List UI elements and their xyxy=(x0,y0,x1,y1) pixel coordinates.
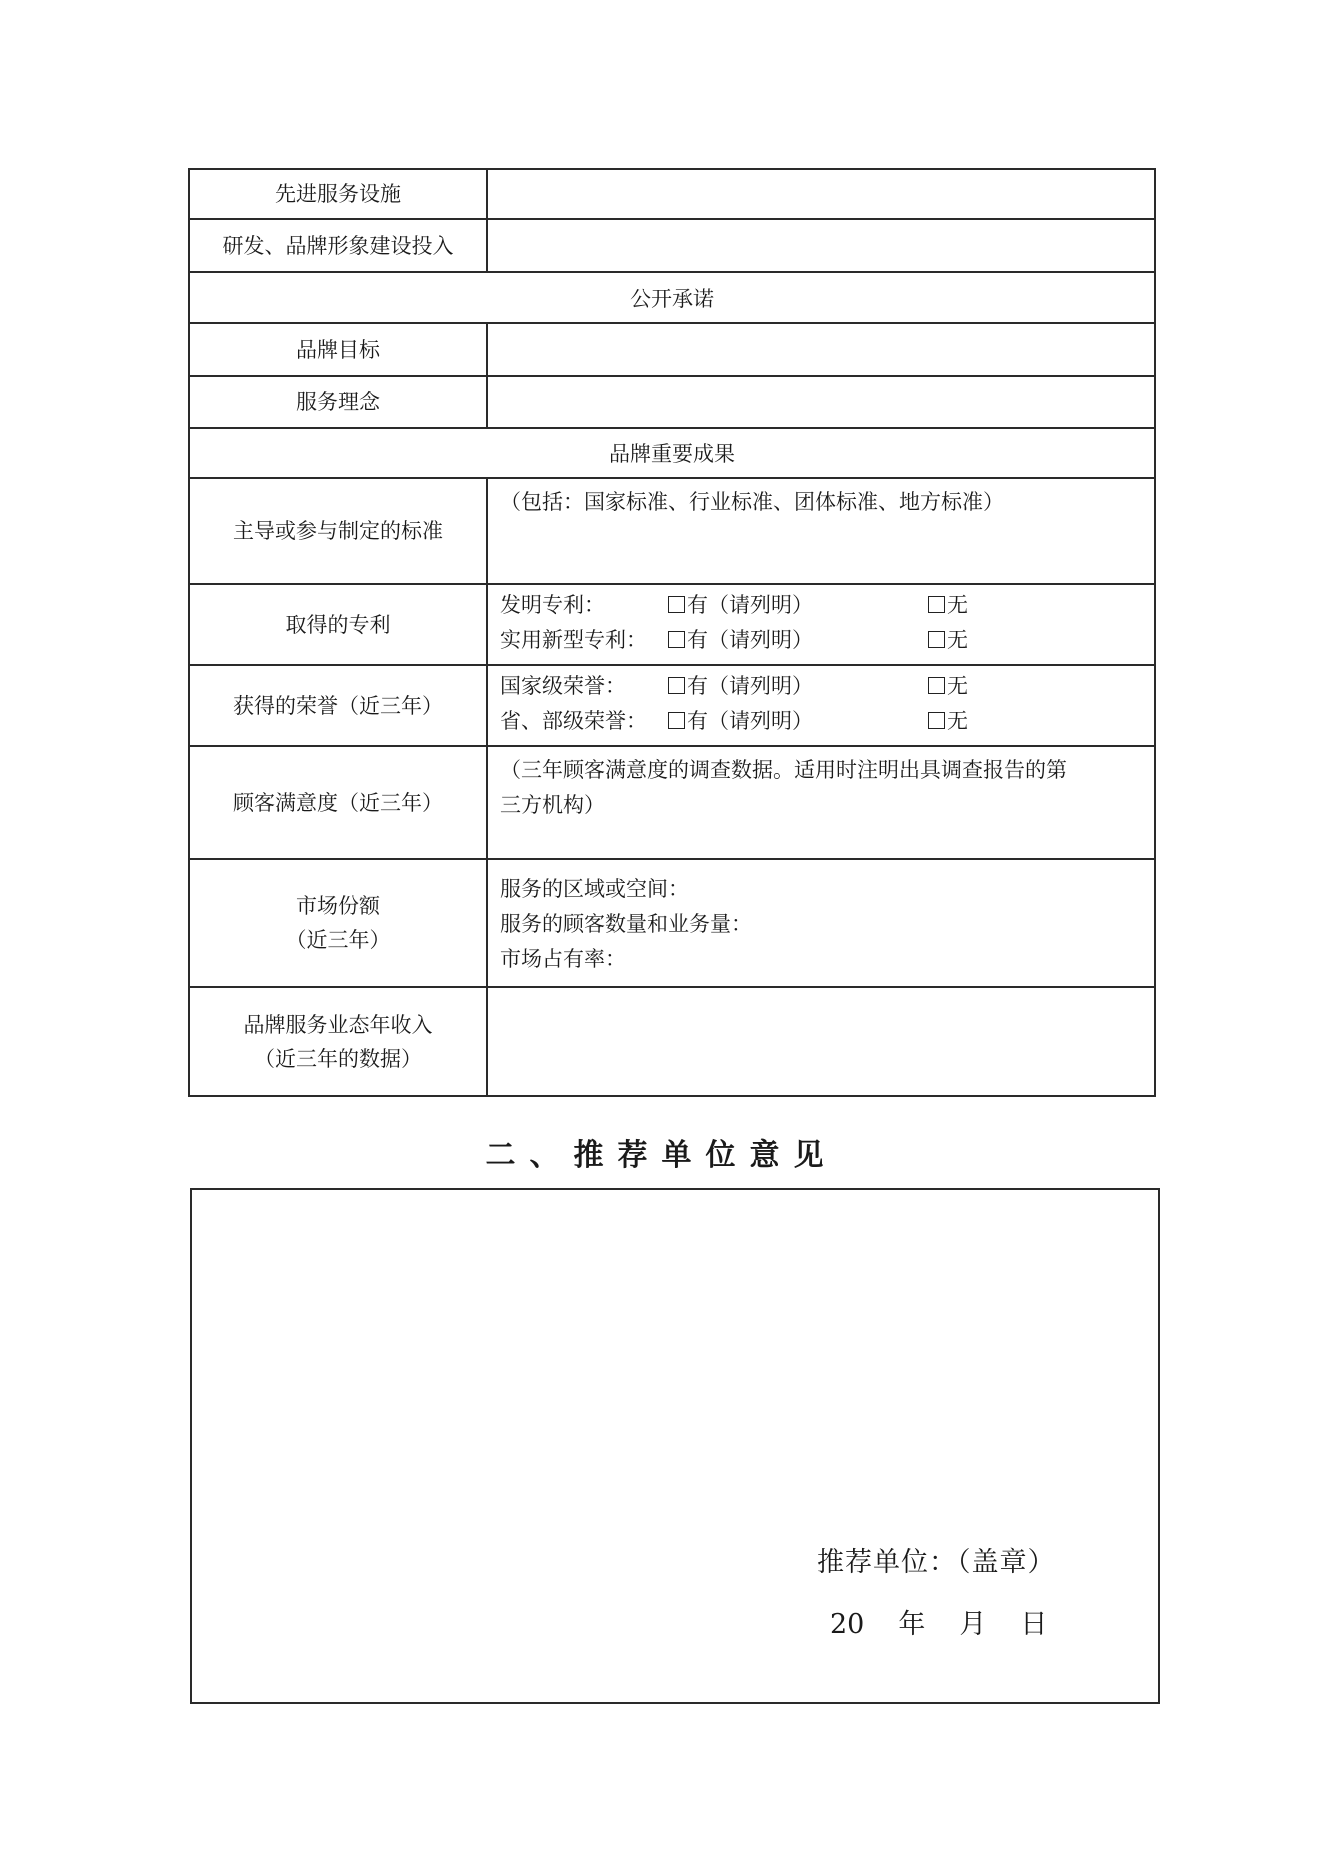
market-share-line: 服务的顾客数量和业务量： xyxy=(500,912,752,936)
patent-option-row xyxy=(500,588,1144,623)
provincial-honor-label: 省、部级荣誉： xyxy=(500,709,647,733)
date-year: 年 xyxy=(898,1609,926,1640)
patent-option-row xyxy=(500,623,1144,658)
checkbox[interactable] xyxy=(668,631,685,648)
market-share-field[interactable] xyxy=(487,859,1155,987)
checkbox[interactable] xyxy=(928,631,945,648)
honor-option-row xyxy=(500,669,1144,704)
provincial-honor-yes[interactable]: 有（请列明） xyxy=(668,704,928,739)
checkbox[interactable] xyxy=(668,677,685,694)
honor-option-row xyxy=(500,704,1144,739)
patents-label: 取得的专利 xyxy=(189,584,487,665)
table-row xyxy=(189,665,1155,746)
satisfaction-note-line: 三方机构） xyxy=(500,793,605,817)
checkbox[interactable] xyxy=(928,596,945,613)
standards-label: 主导或参与制定的标准 xyxy=(189,478,487,584)
honors-label: 获得的荣誉（近三年） xyxy=(189,665,487,746)
brand-goal-label: 品牌目标 xyxy=(189,323,487,376)
satisfaction-note-line: （三年顾客满意度的调查数据。适用时注明出具调查报告的第 xyxy=(500,758,1067,782)
table-row xyxy=(189,219,1155,272)
invention-patent-yes[interactable]: 有（请列明） xyxy=(668,588,928,623)
market-share-line: 服务的区域或空间： xyxy=(500,877,689,901)
table-row xyxy=(189,323,1155,376)
checkbox[interactable] xyxy=(928,677,945,694)
investment-field[interactable] xyxy=(487,219,1155,272)
brand-info-table xyxy=(188,168,1156,1097)
brand-goal-field[interactable] xyxy=(487,323,1155,376)
market-share-label xyxy=(189,859,487,987)
national-honor-yes[interactable]: 有（请列明） xyxy=(668,669,928,704)
date-year-prefix: 20 xyxy=(830,1609,865,1640)
utility-patent-no[interactable]: 无 xyxy=(928,623,968,658)
satisfaction-field[interactable] xyxy=(487,746,1155,859)
commitment-header: 公开承诺 xyxy=(189,272,1155,323)
invention-patent-no[interactable]: 无 xyxy=(928,588,968,623)
date-line xyxy=(830,1602,1047,1641)
achievements-header: 品牌重要成果 xyxy=(189,428,1155,478)
provincial-honor-no[interactable]: 无 xyxy=(928,704,968,739)
checkbox[interactable] xyxy=(668,596,685,613)
table-row xyxy=(189,272,1155,323)
table-row xyxy=(189,987,1155,1096)
patents-options xyxy=(487,584,1155,665)
revenue-label-line: 品牌服务业态年收入 xyxy=(243,1012,433,1037)
revenue-field[interactable] xyxy=(487,987,1155,1096)
opinion-box[interactable] xyxy=(190,1188,1160,1704)
date-month: 月 xyxy=(959,1609,987,1640)
market-share-label-line: 市场份额 xyxy=(296,894,380,918)
national-honor-no[interactable]: 无 xyxy=(928,669,968,704)
market-share-label-line: （近三年） xyxy=(285,928,391,952)
utility-patent-yes[interactable]: 有（请列明） xyxy=(668,623,928,658)
honors-options xyxy=(487,665,1155,746)
checkbox[interactable] xyxy=(928,712,945,729)
table-row xyxy=(189,478,1155,584)
table-row xyxy=(189,428,1155,478)
checkbox[interactable] xyxy=(668,712,685,729)
table-row xyxy=(189,584,1155,665)
table-row xyxy=(189,746,1155,859)
service-concept-label: 服务理念 xyxy=(189,376,487,428)
revenue-label xyxy=(189,987,487,1096)
market-share-line: 市场占有率： xyxy=(500,947,626,971)
facilities-field[interactable] xyxy=(487,169,1155,219)
national-honor-label: 国家级荣誉： xyxy=(500,674,626,698)
table-row xyxy=(189,376,1155,428)
opinion-section-title: 二、推荐单位意见 xyxy=(485,1138,838,1173)
table-row xyxy=(189,859,1155,987)
invention-patent-label: 发明专利： xyxy=(500,593,605,617)
date-day: 日 xyxy=(1020,1609,1048,1640)
standards-field[interactable]: （包括：国家标准、行业标准、团体标准、地方标准） xyxy=(487,478,1155,584)
facilities-label: 先进服务设施 xyxy=(189,169,487,219)
satisfaction-label: 顾客满意度（近三年） xyxy=(189,746,487,859)
table-row xyxy=(189,169,1155,219)
service-concept-field[interactable] xyxy=(487,376,1155,428)
investment-label: 研发、品牌形象建设投入 xyxy=(189,219,487,272)
revenue-label-line: （近三年的数据） xyxy=(254,1046,422,1071)
utility-patent-label: 实用新型专利： xyxy=(500,628,647,652)
recommending-unit-seal: 推荐单位：（盖章） xyxy=(817,1547,1056,1578)
